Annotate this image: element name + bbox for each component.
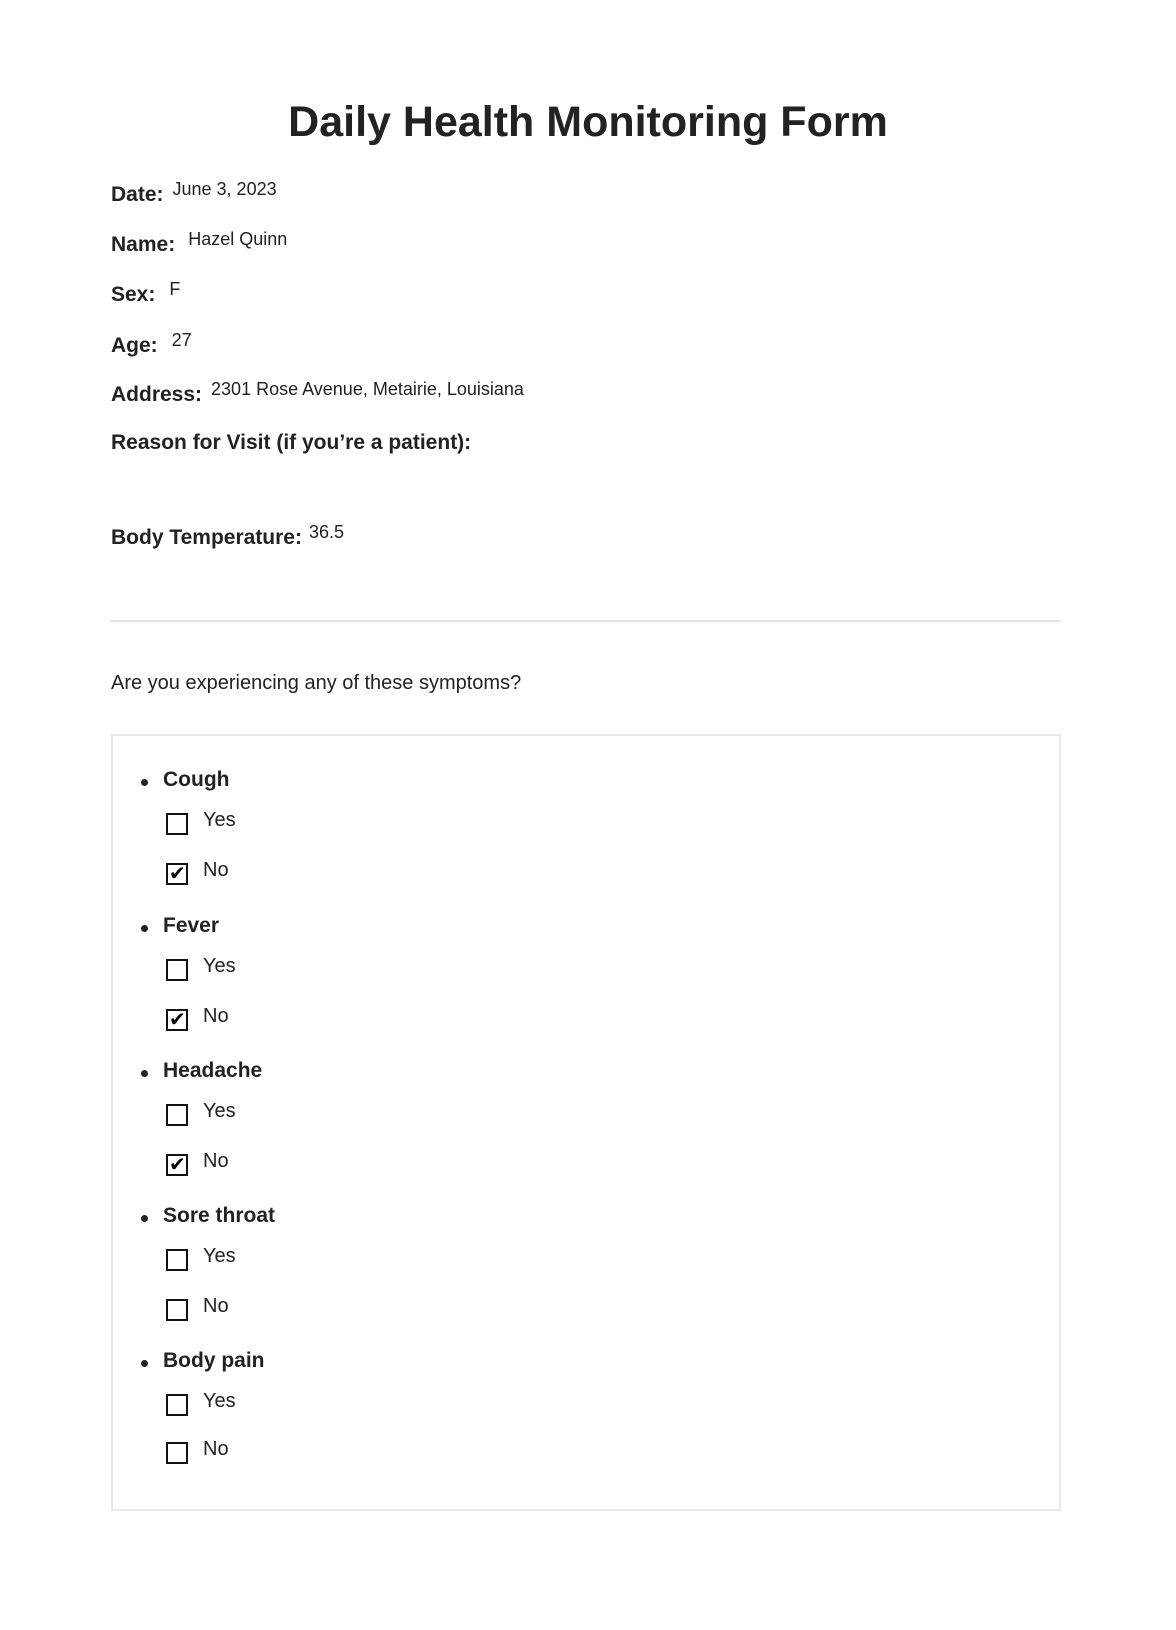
option-label: Yes [203,1390,236,1412]
sore-throat-yes-option[interactable] [166,1245,236,1271]
address-label: Address: [111,383,203,406]
sore-throat-yes-checkbox[interactable] [166,1249,188,1271]
address-field [111,378,524,408]
bullet-icon [141,1070,148,1077]
headache-yes-option[interactable] [166,1100,236,1126]
date-field [111,178,277,208]
body-pain-no-option[interactable] [166,1438,229,1464]
age-value[interactable]: 27 [171,330,192,350]
symptoms-question: Are you experiencing any of these symptoms? [111,672,522,694]
cough-yes-checkbox[interactable] [166,813,188,835]
symptom-name: Body pain [163,1349,265,1372]
name-field [111,228,287,258]
cough-no-option[interactable] [166,859,229,885]
temperature-value[interactable]: 36.5 [308,522,345,542]
bullet-icon [141,925,148,932]
bullet-icon [141,779,148,786]
name-value[interactable]: Hazel Quinn [188,229,288,249]
body-pain-no-checkbox[interactable] [166,1442,188,1464]
age-field [111,329,192,359]
checkmark-icon: ✔ [169,861,186,885]
option-label: Yes [203,1245,236,1267]
symptoms-list [111,734,1061,1511]
form-title: Daily Health Monitoring Form [288,98,888,146]
symptom-name: Fever [163,914,220,937]
cough-no-checkbox[interactable] [166,863,188,885]
address-value[interactable]: 2301 Rose Avenue, Metairie, Louisiana [211,379,524,399]
fever-no-checkbox[interactable] [166,1009,188,1031]
option-label: No [203,1295,229,1317]
option-label: Yes [203,809,236,831]
sex-field [111,278,180,308]
body-pain-yes-checkbox[interactable] [166,1394,188,1416]
headache-yes-checkbox[interactable] [166,1104,188,1126]
fever-yes-option[interactable] [166,955,236,981]
temperature-label: Body Temperature: [111,526,302,549]
bullet-icon [141,1215,148,1222]
checkmark-icon: ✔ [169,1152,186,1176]
sore-throat-no-option[interactable] [166,1295,229,1321]
reason-field [111,426,480,456]
checkmark-icon: ✔ [169,1007,186,1031]
date-label: Date: [111,183,164,206]
option-label: Yes [203,955,236,977]
symptom-name: Headache [163,1059,263,1082]
option-label: Yes [203,1100,236,1122]
sore-throat-no-checkbox[interactable] [166,1299,188,1321]
date-value[interactable]: June 3, 2023 [172,179,277,199]
option-label: No [203,859,229,881]
option-label: No [203,1150,229,1172]
reason-label: Reason for Visit (if you’re a patient): [111,431,472,454]
section-divider [111,620,1061,622]
sex-value[interactable]: F [169,279,181,299]
body-pain-yes-option[interactable] [166,1390,236,1416]
temperature-field [111,521,344,551]
option-label: No [203,1438,229,1460]
fever-yes-checkbox[interactable] [166,959,188,981]
headache-no-checkbox[interactable] [166,1154,188,1176]
sex-label: Sex: [111,283,156,306]
symptom-name: Sore throat [163,1204,276,1227]
fever-no-option[interactable] [166,1005,229,1031]
headache-no-option[interactable] [166,1150,229,1176]
name-label: Name: [111,233,176,256]
bullet-icon [141,1360,148,1367]
symptom-name: Cough [163,768,230,791]
age-label: Age: [111,334,158,357]
option-label: No [203,1005,229,1027]
cough-yes-option[interactable] [166,809,236,835]
